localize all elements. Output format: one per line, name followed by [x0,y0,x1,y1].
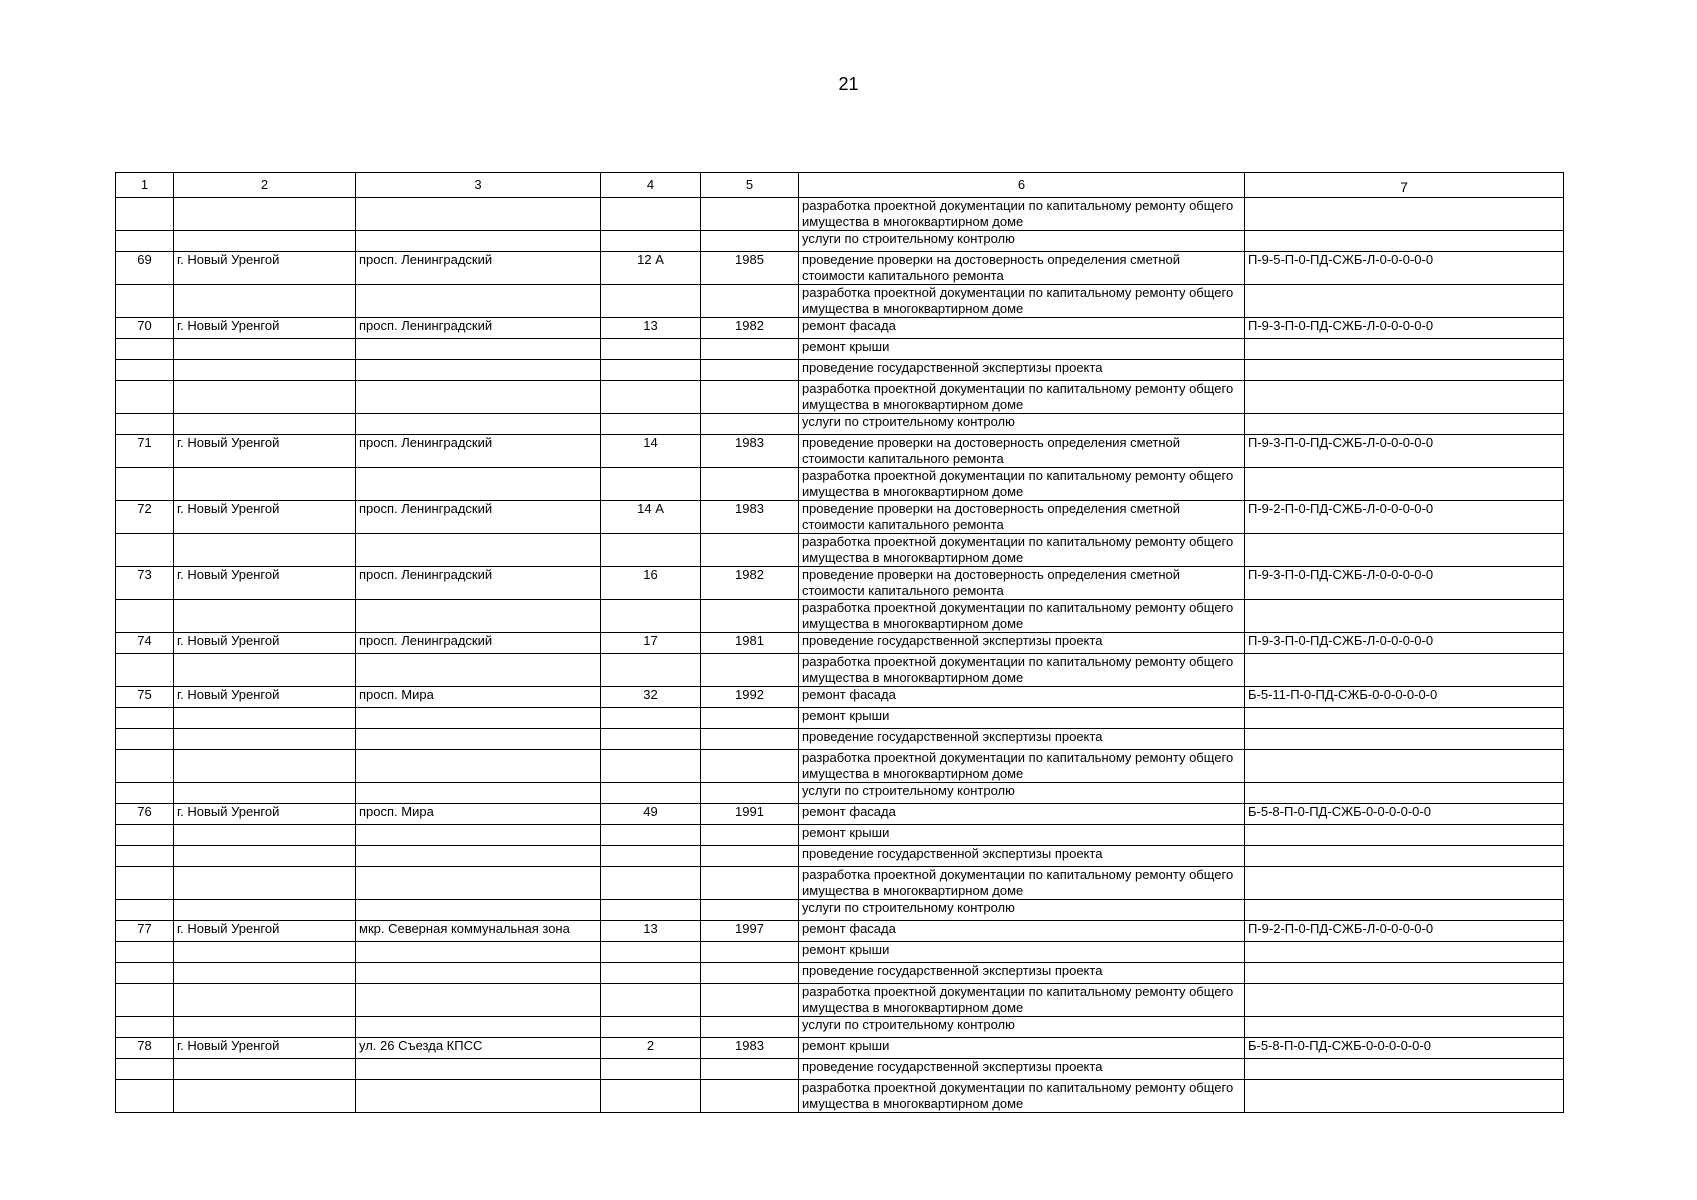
table-row [116,942,1564,963]
cell-row-number: 76 [116,804,174,825]
column-header-5: 5 [701,173,799,198]
cell-row-number [116,654,174,687]
table-row [116,846,1564,867]
cell-house-number [601,963,701,984]
cell-work-type: разработка проектной документации по капитальному ремонту общего имущества в многоквартирном доме [799,468,1245,501]
cell-street [356,414,601,435]
table-row [116,285,1564,318]
cell-street: просп. Ленинградский [356,633,601,654]
cell-house-number [601,1059,701,1080]
column-header-3: 3 [356,173,601,198]
cell-street: просп. Ленинградский [356,567,601,600]
cell-city [174,867,356,900]
page-number: 21 [838,74,859,94]
cell-city [174,600,356,633]
cell-building-code: П-9-3-П-0-ПД-СЖБ-Л-0-0-0-0-0 [1245,435,1564,468]
cell-building-code [1245,360,1564,381]
cell-row-number: 73 [116,567,174,600]
cell-house-number [601,468,701,501]
cell-work-type: ремонт крыши [799,1038,1245,1059]
cell-city: г. Новый Уренгой [174,435,356,468]
cell-building-code [1245,285,1564,318]
table-row [116,687,1564,708]
cell-build-year [701,825,799,846]
cell-work-type: разработка проектной документации по капитальному ремонту общего имущества в многоквартирном доме [799,750,1245,783]
cell-building-code [1245,414,1564,435]
cell-city [174,729,356,750]
cell-work-type: услуги по строительному контролю [799,900,1245,921]
cell-city [174,1080,356,1113]
table-row [116,867,1564,900]
cell-row-number [116,414,174,435]
cell-building-code [1245,963,1564,984]
cell-row-number: 78 [116,1038,174,1059]
table-row [116,1059,1564,1080]
cell-city: г. Новый Уренгой [174,1038,356,1059]
cell-city [174,654,356,687]
cell-build-year [701,963,799,984]
cell-build-year [701,1059,799,1080]
cell-build-year [701,729,799,750]
cell-city [174,708,356,729]
cell-work-type: проведение проверки на достоверность определения сметной стоимости капитального ремонта [799,501,1245,534]
cell-street: просп. Мира [356,804,601,825]
cell-house-number: 12 А [601,252,701,285]
cell-building-code [1245,1059,1564,1080]
cell-house-number: 13 [601,318,701,339]
cell-building-code [1245,381,1564,414]
cell-work-type: разработка проектной документации по капитальному ремонту общего имущества в многоквартирном доме [799,600,1245,633]
cell-city [174,360,356,381]
cell-build-year: 1982 [701,567,799,600]
cell-row-number [116,783,174,804]
cell-street [356,381,601,414]
cell-street [356,846,601,867]
cell-city [174,339,356,360]
cell-street: просп. Мира [356,687,601,708]
header-row [116,173,1564,198]
cell-row-number [116,468,174,501]
cell-house-number [601,729,701,750]
cell-build-year [701,1017,799,1038]
column-header-1: 1 [116,173,174,198]
cell-house-number [601,1080,701,1113]
cell-building-code: Б-5-11-П-0-ПД-СЖБ-0-0-0-0-0-0 [1245,687,1564,708]
table-header [116,173,1564,198]
cell-house-number [601,231,701,252]
cell-city [174,534,356,567]
cell-work-type: разработка проектной документации по капитальному ремонту общего имущества в многоквартирном доме [799,534,1245,567]
cell-city [174,783,356,804]
cell-street [356,339,601,360]
cell-row-number [116,825,174,846]
cell-work-type: ремонт фасада [799,687,1245,708]
cell-building-code [1245,984,1564,1017]
cell-work-type: ремонт фасада [799,318,1245,339]
cell-building-code [1245,783,1564,804]
cell-city: г. Новый Уренгой [174,501,356,534]
cell-work-type: разработка проектной документации по капитальному ремонту общего имущества в многоквартирном доме [799,381,1245,414]
cell-city [174,468,356,501]
cell-build-year: 1983 [701,435,799,468]
cell-work-type: проведение государственной экспертизы проекта [799,360,1245,381]
cell-work-type: проведение государственной экспертизы проекта [799,633,1245,654]
cell-city: г. Новый Уренгой [174,687,356,708]
table-row [116,963,1564,984]
cell-work-type: услуги по строительному контролю [799,783,1245,804]
cell-work-type: ремонт фасада [799,804,1245,825]
cell-row-number [116,963,174,984]
table-row [116,654,1564,687]
cell-house-number: 14 [601,435,701,468]
cell-house-number [601,846,701,867]
cell-street: просп. Ленинградский [356,435,601,468]
cell-row-number: 70 [116,318,174,339]
table-row [116,567,1564,600]
cell-street [356,360,601,381]
table-row [116,360,1564,381]
cell-building-code [1245,867,1564,900]
cell-row-number [116,231,174,252]
cell-building-code: Б-5-8-П-0-ПД-СЖБ-0-0-0-0-0-0 [1245,1038,1564,1059]
cell-row-number: 69 [116,252,174,285]
cell-work-type: проведение государственной экспертизы проекта [799,963,1245,984]
cell-build-year: 1991 [701,804,799,825]
cell-street [356,867,601,900]
cell-work-type: ремонт крыши [799,708,1245,729]
cell-row-number [116,600,174,633]
table-row [116,1017,1564,1038]
cell-city: г. Новый Уренгой [174,252,356,285]
cell-street: просп. Ленинградский [356,252,601,285]
cell-work-type: разработка проектной документации по капитальному ремонту общего имущества в многоквартирном доме [799,867,1245,900]
cell-work-type: проведение государственной экспертизы проекта [799,1059,1245,1080]
cell-city [174,285,356,318]
cell-street [356,825,601,846]
table-row [116,501,1564,534]
cell-city [174,984,356,1017]
cell-building-code [1245,468,1564,501]
cell-house-number [601,708,701,729]
cell-city [174,1059,356,1080]
cell-work-type: ремонт крыши [799,825,1245,846]
cell-city [174,381,356,414]
cell-street [356,750,601,783]
cell-building-code [1245,942,1564,963]
table-row [116,534,1564,567]
column-header-4: 4 [601,173,701,198]
table-row [116,729,1564,750]
cell-row-number [116,1017,174,1038]
cell-building-code [1245,846,1564,867]
cell-house-number: 13 [601,921,701,942]
cell-building-code [1245,900,1564,921]
cell-build-year [701,285,799,318]
cell-work-type: проведение государственной экспертизы проекта [799,729,1245,750]
cell-build-year [701,984,799,1017]
cell-house-number [601,942,701,963]
cell-work-type: ремонт крыши [799,339,1245,360]
cell-house-number: 2 [601,1038,701,1059]
cell-house-number [601,825,701,846]
cell-house-number [601,198,701,231]
cell-build-year [701,867,799,900]
cell-city [174,825,356,846]
cell-work-type: разработка проектной документации по капитальному ремонту общего имущества в многоквартирном доме [799,984,1245,1017]
cell-building-code [1245,729,1564,750]
cell-city: г. Новый Уренгой [174,633,356,654]
cell-building-code [1245,198,1564,231]
cell-house-number [601,285,701,318]
cell-city [174,1017,356,1038]
cell-house-number [601,783,701,804]
cell-row-number [116,381,174,414]
cell-house-number [601,867,701,900]
cell-house-number [601,654,701,687]
cell-street [356,468,601,501]
cell-city [174,846,356,867]
cell-work-type: ремонт фасада [799,921,1245,942]
table-row [116,921,1564,942]
table-row [116,435,1564,468]
cell-build-year [701,414,799,435]
cell-street [356,1059,601,1080]
cell-work-type: услуги по строительному контролю [799,414,1245,435]
cell-house-number [601,984,701,1017]
cell-build-year [701,846,799,867]
cell-street [356,231,601,252]
cell-work-type: ремонт крыши [799,942,1245,963]
cell-row-number [116,1080,174,1113]
cell-row-number [116,534,174,567]
cell-work-type: проведение проверки на достоверность определения сметной стоимости капитального ремонта [799,567,1245,600]
cell-building-code [1245,825,1564,846]
cell-house-number [601,360,701,381]
cell-house-number: 17 [601,633,701,654]
cell-build-year [701,1080,799,1113]
cell-street [356,900,601,921]
cell-row-number [116,360,174,381]
table-row [116,414,1564,435]
cell-row-number: 74 [116,633,174,654]
cell-build-year [701,339,799,360]
cell-house-number: 49 [601,804,701,825]
cell-build-year: 1983 [701,501,799,534]
cell-build-year [701,942,799,963]
cell-house-number: 32 [601,687,701,708]
cell-street [356,729,601,750]
cell-street [356,963,601,984]
cell-row-number [116,900,174,921]
cell-work-type: услуги по строительному контролю [799,1017,1245,1038]
cell-building-code [1245,534,1564,567]
cell-build-year: 1992 [701,687,799,708]
cell-row-number: 75 [116,687,174,708]
cell-row-number [116,708,174,729]
table-row [116,198,1564,231]
repair-program-table [115,172,1564,1113]
table-row [116,381,1564,414]
cell-building-code [1245,1080,1564,1113]
cell-building-code: П-9-5-П-0-ПД-СЖБ-Л-0-0-0-0-0 [1245,252,1564,285]
table-row [116,600,1564,633]
cell-work-type: разработка проектной документации по капитальному ремонту общего имущества в многоквартирном доме [799,198,1245,231]
cell-row-number [116,285,174,318]
cell-build-year: 1982 [701,318,799,339]
cell-work-type: разработка проектной документации по капитальному ремонту общего имущества в многоквартирном доме [799,654,1245,687]
table-row [116,708,1564,729]
cell-work-type: проведение государственной экспертизы проекта [799,846,1245,867]
table-row [116,231,1564,252]
cell-build-year [701,534,799,567]
cell-build-year [701,198,799,231]
table-row [116,468,1564,501]
column-header-2: 2 [174,173,356,198]
cell-row-number [116,1059,174,1080]
cell-house-number [601,534,701,567]
cell-build-year [701,360,799,381]
table-row [116,900,1564,921]
table-row [116,750,1564,783]
cell-row-number [116,846,174,867]
cell-build-year [701,231,799,252]
table-row [116,984,1564,1017]
cell-building-code [1245,600,1564,633]
cell-house-number [601,381,701,414]
cell-row-number [116,867,174,900]
cell-street: ул. 26 Съезда КПСС [356,1038,601,1059]
cell-city: г. Новый Уренгой [174,318,356,339]
cell-build-year: 1997 [701,921,799,942]
cell-city: г. Новый Уренгой [174,921,356,942]
cell-build-year: 1985 [701,252,799,285]
cell-city [174,963,356,984]
column-header-7: 7 [1245,173,1564,198]
cell-street [356,600,601,633]
column-header-6: 6 [799,173,1245,198]
cell-building-code: П-9-2-П-0-ПД-СЖБ-Л-0-0-0-0-0 [1245,921,1564,942]
cell-street [356,708,601,729]
cell-build-year [701,708,799,729]
cell-street [356,534,601,567]
cell-street [356,984,601,1017]
cell-work-type: проведение проверки на достоверность определения сметной стоимости капитального ремонта [799,252,1245,285]
cell-row-number: 71 [116,435,174,468]
cell-building-code [1245,654,1564,687]
cell-house-number [601,750,701,783]
table-row [116,783,1564,804]
cell-build-year [701,468,799,501]
cell-street [356,198,601,231]
cell-building-code [1245,750,1564,783]
cell-city: г. Новый Уренгой [174,804,356,825]
cell-city [174,942,356,963]
cell-house-number [601,339,701,360]
cell-build-year [701,654,799,687]
cell-city [174,900,356,921]
cell-row-number [116,729,174,750]
cell-work-type: услуги по строительному контролю [799,231,1245,252]
cell-house-number [601,900,701,921]
cell-row-number: 77 [116,921,174,942]
cell-city [174,414,356,435]
cell-building-code [1245,1017,1564,1038]
table-row [116,252,1564,285]
cell-street: просп. Ленинградский [356,501,601,534]
cell-work-type: проведение проверки на достоверность определения сметной стоимости капитального ремонта [799,435,1245,468]
cell-row-number [116,198,174,231]
cell-house-number [601,1017,701,1038]
table-row [116,339,1564,360]
cell-work-type: разработка проектной документации по капитальному ремонту общего имущества в многоквартирном доме [799,1080,1245,1113]
cell-city: г. Новый Уренгой [174,567,356,600]
table-body [116,198,1564,1113]
cell-building-code: Б-5-8-П-0-ПД-СЖБ-0-0-0-0-0-0 [1245,804,1564,825]
table-row [116,804,1564,825]
cell-build-year [701,783,799,804]
cell-building-code: П-9-3-П-0-ПД-СЖБ-Л-0-0-0-0-0 [1245,633,1564,654]
table-row [116,825,1564,846]
cell-street [356,1017,601,1038]
cell-build-year [701,900,799,921]
table-row [116,318,1564,339]
cell-city [174,198,356,231]
cell-building-code: П-9-3-П-0-ПД-СЖБ-Л-0-0-0-0-0 [1245,567,1564,600]
cell-build-year [701,600,799,633]
cell-building-code: П-9-3-П-0-ПД-СЖБ-Л-0-0-0-0-0 [1245,318,1564,339]
cell-street: просп. Ленинградский [356,318,601,339]
cell-street [356,654,601,687]
cell-build-year: 1981 [701,633,799,654]
cell-city [174,231,356,252]
cell-build-year [701,381,799,414]
cell-house-number: 14 А [601,501,701,534]
cell-house-number [601,600,701,633]
table-row [116,1038,1564,1059]
cell-row-number: 72 [116,501,174,534]
cell-build-year: 1983 [701,1038,799,1059]
cell-building-code [1245,231,1564,252]
cell-house-number: 16 [601,567,701,600]
cell-building-code [1245,708,1564,729]
cell-city [174,750,356,783]
cell-street [356,783,601,804]
cell-row-number [116,339,174,360]
cell-row-number [116,750,174,783]
cell-street [356,285,601,318]
cell-building-code [1245,339,1564,360]
cell-work-type: разработка проектной документации по капитальному ремонту общего имущества в многоквартирном доме [799,285,1245,318]
cell-street [356,942,601,963]
cell-house-number [601,414,701,435]
cell-row-number [116,942,174,963]
cell-build-year [701,750,799,783]
cell-building-code: П-9-2-П-0-ПД-СЖБ-Л-0-0-0-0-0 [1245,501,1564,534]
table-row [116,633,1564,654]
table-row [116,1080,1564,1113]
cell-row-number [116,984,174,1017]
cell-street [356,1080,601,1113]
cell-street: мкр. Северная коммунальная зона [356,921,601,942]
